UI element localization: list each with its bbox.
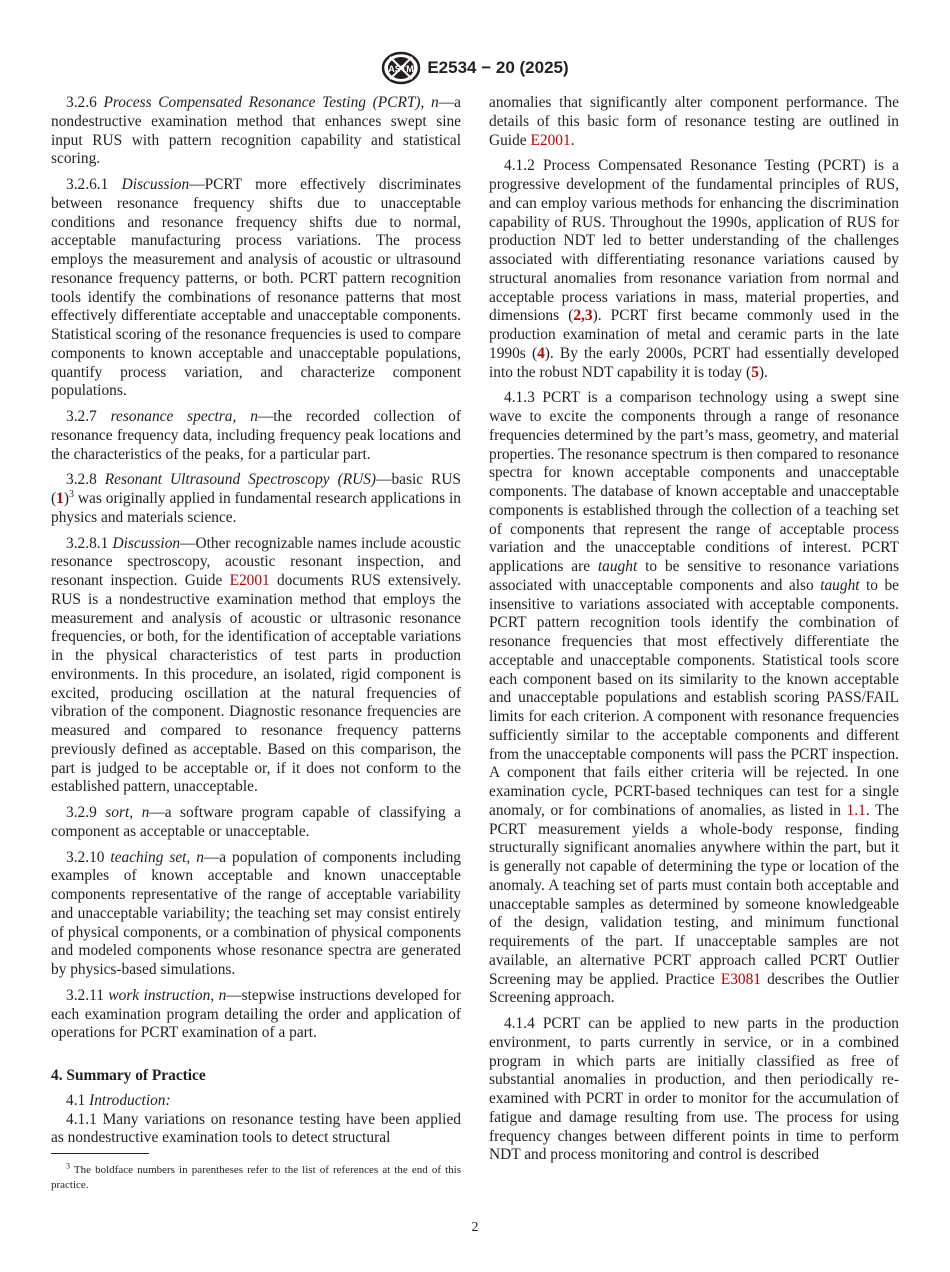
left-column xyxy=(51,94,461,1155)
para-4-1: 4.1 Introduction: xyxy=(66,1091,171,1109)
para-3-2-8: 3.2.8 Resonant Ultrasound Spectroscopy (RUS)—basic RUS $(1)^3$ was originally applied in fundamental research applications in physics and materials science. xyxy=(51,471,461,526)
svg-text:ASTM: ASTM xyxy=(388,64,415,74)
reference-link-4[interactable]: 4 xyxy=(537,344,545,362)
right-column xyxy=(489,94,899,1172)
reference-link-2-3[interactable]: 2,3 xyxy=(573,307,593,325)
para-4-1-4: 4.1.4 PCRT can be applied to new parts in the production environment, to parts currently in service, or in a combined program in which parts are initially classified as free of substantial anomalies in production, and then periodically re-examined with PCRT in order to monitor for the accumulation of fatigue and damage resulting from use. The process for using frequency changes between different points in time to perform NDT and process monitoring and control is described xyxy=(489,1015,899,1164)
footnote: $^3$ The boldface numbers in parentheses refer to the list of references at the end of this practice. xyxy=(51,1161,461,1191)
para-3-2-8-1: 3.2.8.1 Discussion—Other recognizable names include acoustic resonance spectroscopy, acoustic resonant inspection, and resonant inspection. Guide E2001 documents RUS extensively. RUS is a nondestructive examination method that employs the measurement and analysis of acoustic or ultrasonic resonance frequencies, or both, for the identification of acceptable variations in the physical characteristics of test parts in production environments. In this procedure, an isolated, rigid component is excited, producing oscillation at the natural frequencies of vibration of the component. Diagnostic resonance frequencies are measured and compared to resonance frequency patterns previously defined as acceptable. Based on this comparison, the part is judged to be acceptable or, if it does not conform to the established pattern, unacceptable. xyxy=(51,534,462,796)
para-3-2-6: 3.2.6 Process Compensated Resonance Testing (PCRT), n—a nondestructive examination method that enhances swept sine input RUS with pattern recognition capability and statistical scoring. xyxy=(51,94,461,168)
para-4-1-2: 4.1.2 Process Compensated Resonance Testing (PCRT) is a progressive development of the fundamental principles of RUS, and can employ various methods for enhancing the discrimination capability of RUS. Throughout the 1990s, application of RUS for production NDT led to better understanding of the challenges associated with differentiating resonance variations caused by structural anomalies from resonance variation from normal and acceptable process variations in mass, material properties, and dimensions (2,3). PCRT first became commonly used in the production examination of metal and ceramic parts in the late 1990s (4). By the early 2000s, PCRT had essentially developed into the robust NDT capability it is today (5). xyxy=(489,157,899,381)
e2001-link[interactable]: E2001 xyxy=(229,572,270,589)
e2001-link[interactable]: E2001 xyxy=(530,131,571,149)
e3081-link[interactable]: E3081 xyxy=(720,970,761,988)
para-3-2-6-1: 3.2.6.1 Discussion—PCRT more effectively discriminates between resonance frequency shifts due to unacceptable conditions and resonance frequency shifts due to normal, acceptable manufacturing process variations. The process employs the measurement and analysis of acoustic or ultrasound resonance frequency patterns, or both. PCRT pattern recognition tools identify the combinations of resonance patterns that most effectively differentiate acceptable and unacceptable components. Statistical scoring of the resonance frequencies is used to compare components to known acceptable and unacceptable populations, quantify process variation, and characterize component populations. xyxy=(51,176,461,400)
para-4-1-1: 4.1.1 Many variations on resonance testing have been applied as nondestructive examination tools to detect structural xyxy=(51,1110,461,1147)
para-3-2-7: 3.2.7 resonance spectra, n—the recorded collection of resonance frequency data, including frequency peak locations and the characteristics of the peaks, for a particular part. xyxy=(51,408,461,463)
reference-link-5[interactable]: 5 xyxy=(751,363,759,381)
para-4-1-1-continued: anomalies that significantly alter component performance. The details of this basic form of resonance testing are outlined in Guide E2001. xyxy=(489,94,899,149)
para-3-2-10: 3.2.10 teaching set, n—a population of components including examples of known acceptable and known unacceptable components representative of the range of acceptable variability and unacceptable variability; the teaching set may consist entirely of physical components, or a combination of physical components and modeled components whose resonance spectra are generated by physics-based simulations. xyxy=(51,848,461,978)
astm-logo xyxy=(381,51,421,85)
footnote-marker[interactable]: 3 xyxy=(68,488,74,500)
para-4-1-3: 4.1.3 PCRT is a comparison technology using a swept sine wave to excite the components through a range of resonance frequencies determined by the part’s mass, geometry, and material properties. The resonance spectrum is then compared to resonance spectra for known acceptable components and unacceptable components. The database of known acceptable and unacceptable components is established through the collection of a teaching set of components that represent the range of acceptable process variation and the unacceptable conditions of interest. PCRT applications are taught to be sensitive to resonance variations associated with unacceptable components and also taught to be insensitive to variations associated with acceptable components. PCRT pattern recognition tools identify the combination of resonance frequencies that most effectively differentiate the acceptable and unacceptable components. Statistical tools score each component based on its similarity to the known acceptable and unacceptable populations and establish scoring PASS/FAIL limits for each criterion. A component with resonance frequencies sufficiently similar to the acceptable components and different from the unacceptable components will pass the PCRT inspection. A component that fails either criteria will be rejected. In one examination cycle, PCRT-based techniques can test for a single anomaly, or for combinations of anomalies, as listed in 1.1. The PCRT measurement yields a whole-body response, finding structurally significant anomalies anywhere within the part, but it is generally not capable of determining the type or location of the anomaly. A teaching set of parts must contain both acceptable and unacceptable samples as determined by someone knowledgeable of the design, validation testing, and minimum functional requirements of the part. If unacceptable samples are not available, an alternative PCRT approach called PCRT Outlier Screening may be applied. Practice E3081 describes the Outlier Screening approach. xyxy=(489,389,900,1007)
para-3-2-11: 3.2.11 work instruction, n—stepwise instructions developed for each examination program detailing the order and application of operations for PCRT examination of a part. xyxy=(51,986,461,1042)
designation: E2534 − 20 (2025) xyxy=(427,58,569,77)
page-number: 2 xyxy=(471,1220,479,1235)
reference-link-1[interactable]: 1 xyxy=(56,490,64,507)
section-1-1-link[interactable]: 1.1 xyxy=(846,801,866,819)
para-3-2-9: 3.2.9 sort, n—a software program capable of classifying a component as acceptable or unacceptable. xyxy=(51,804,461,840)
footnote-divider xyxy=(51,1153,149,1154)
page-header xyxy=(0,50,950,86)
section-heading: 4. Summary of Practice xyxy=(51,1067,206,1084)
